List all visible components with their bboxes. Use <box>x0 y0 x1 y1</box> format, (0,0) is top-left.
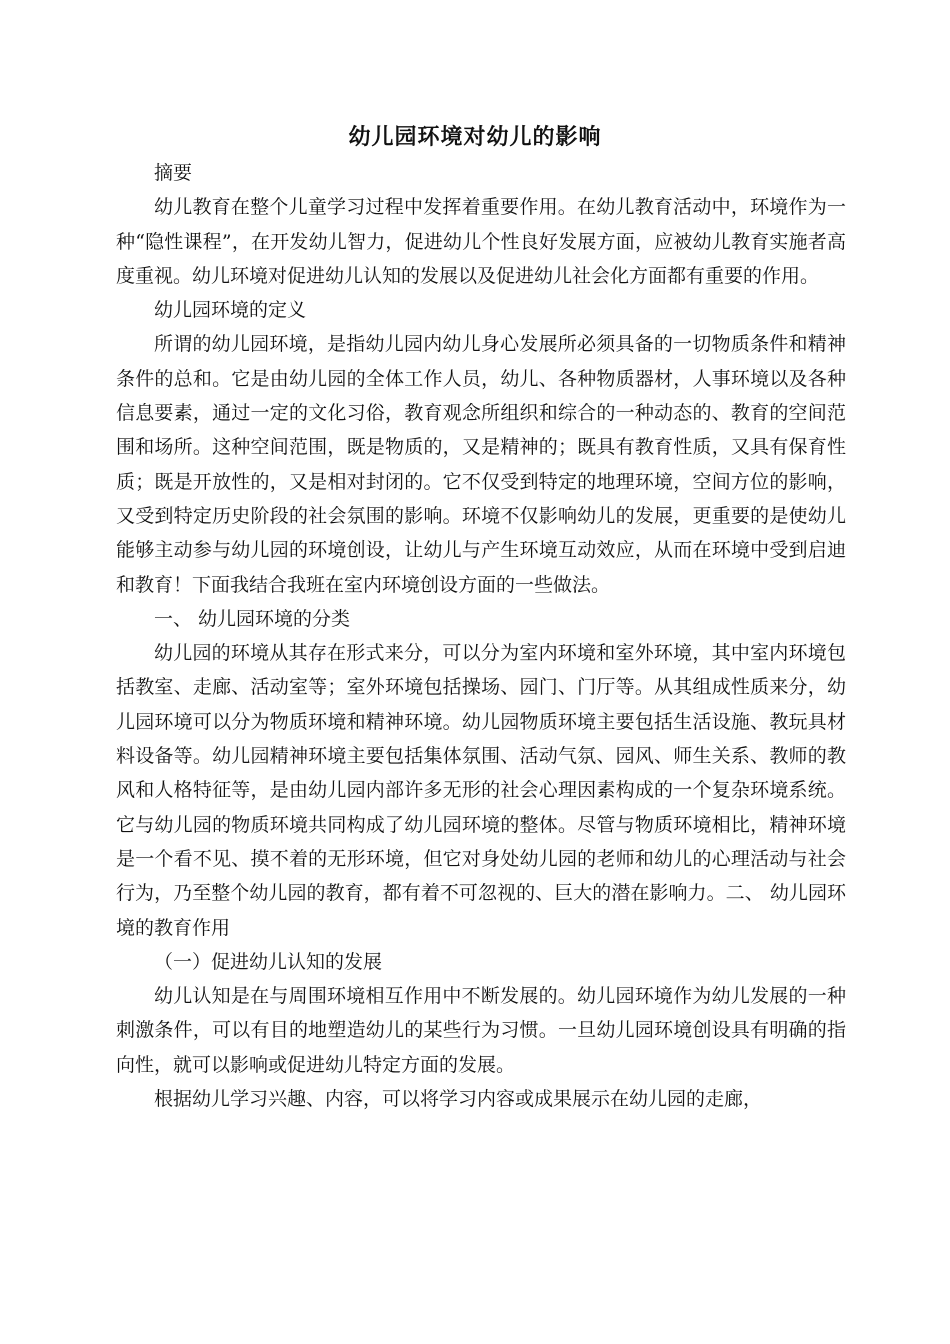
paragraph-classification: 幼儿园的环境从其存在形式来分，可以分为室内环境和室外环境，其中室内环境包括教室、走廊、活动室等；室外环境包括操场、园门、门厅等。从其组成性质来分，幼儿园环境可以分为物质环境和精神环境。幼儿园物质环境主要包括生活设施、教玩具材料设备等。幼儿园精神环境主要包括集体氛围、活动气氛、园风、师生关系、教师的教风和人格特征等，是由幼儿园内部许多无形的社会心理因素构成的一个复杂环境系统。它与幼儿园的物质环境共同构成了幼儿园环境的整体。尽管与物质环境相比，精神环境是一个看不见、摸不着的无形环境，但它对身处幼儿园的老师和幼儿的心理活动与社会行为，乃至整个幼儿园的教育，都有着不可忽视的、巨大的潜在影响力。二、 幼儿园环境的教育作用 <box>116 642 846 939</box>
paragraph-definition: 所谓的幼儿园环境，是指幼儿园内幼儿身心发展所必须具备的一切物质条件和精神条件的总和。它是由幼儿园的全体工作人员，幼儿、各种物质器材，人事环境以及各种信息要素，通过一定的文化习俗，教育观念所组织和综合的一种动态的、教育的空间范围和场所。这种空间范围，既是物质的，又是精神的；既具有教育性质，又具有保育性质；既是开放性的，又是相对封闭的。它不仅受到特定的地理环境，空间方位的影响，又受到特定历史阶段的社会氛围的影响。环境不仅影响幼儿的发展，更重要的是使幼儿能够主动参与幼儿园的环境创设，让幼儿与产生环境互动效应，从而在环境中受到启迪和教育！下面我结合我班在室内环境创设方面的一些做法。 <box>116 333 846 596</box>
section-heading-definition: 幼儿园环境的定义 <box>154 299 307 322</box>
section-heading-cognition: （一）促进幼儿认知的发展 <box>154 950 383 973</box>
document-title: 幼儿园环境对幼儿的影响 <box>348 124 602 150</box>
document-body <box>116 156 846 1116</box>
paragraph-display: 根据幼儿学习兴趣、内容，可以将学习内容或成果展示在幼儿园的走廊， <box>154 1088 763 1111</box>
section-heading-abstract: 摘要 <box>154 162 193 184</box>
section-heading-classification: 一、 幼儿园环境的分类 <box>154 607 351 630</box>
paragraph-abstract: 幼儿教育在整个儿童学习过程中发挥着重要作用。在幼儿教育活动中，环境作为一种“隐性课程”，在开发幼儿智力，促进幼儿个性良好发展方面，应被幼儿教育实施者高度重视。幼儿环境对促进幼儿认知的发展以及促进幼儿社会化方面都有重要的作用。 <box>116 196 846 287</box>
paragraph-cognition: 幼儿认知是在与周围环境相互作用中不断发展的。幼儿园环境作为幼儿发展的一种刺激条件，可以有目的地塑造幼儿的某些行为习惯。一旦幼儿园环境创设具有明确的指向性，就可以影响或促进幼儿特定方面的发展。 <box>116 985 846 1076</box>
